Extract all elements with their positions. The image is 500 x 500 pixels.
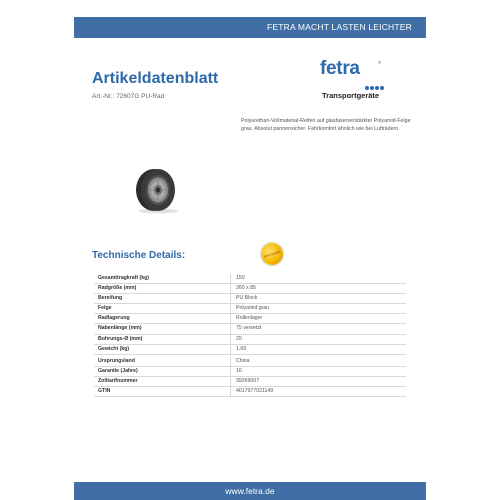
table-row: Gesamttragkraft (kg) 150 — [94, 274, 406, 284]
datasheet-page — [74, 0, 426, 500]
quality-badge-icon — [258, 240, 286, 268]
table-row: Garantie (Jahre) 10 — [94, 367, 406, 377]
table-row: Bohrungs-Ø (mm) 25 — [94, 335, 406, 345]
logo-registered: ® — [378, 60, 381, 65]
wheel-icon — [132, 166, 182, 214]
table-row: GTIN 4017977021149 — [94, 387, 406, 397]
footer-bar — [74, 482, 426, 500]
table-row: Nabenlänge (mm) 75 versetzt — [94, 324, 406, 334]
header-slogan: FETRA MACHT LASTEN LEICHTER — [266, 22, 412, 32]
quality-badge-label: fetra Qualität — [263, 249, 281, 259]
page-title: Artikeldatenblatt — [92, 70, 219, 87]
logo-word: fetra — [320, 58, 360, 79]
table-row: Radgröße (mm) 260 x 85 — [94, 284, 406, 294]
footer-url[interactable]: www.fetra.de — [225, 486, 275, 496]
table-row: Gewicht (kg) 1,69 — [94, 345, 406, 355]
table-row: Bereifung PU Block — [94, 294, 406, 304]
header-bar — [74, 17, 426, 38]
table-row: Radlagerung Rollenlager — [94, 314, 406, 324]
table-row: Zolltarifnummer 39269097 — [94, 377, 406, 387]
table-row: Felge Polyamid grau — [94, 304, 406, 314]
product-description: Polyurethan-Vollmaterial-Reifen auf glasfaserverstärkter Polyamid-Felge grau. Absolut pannensicher. Fahrkomfort ähnlich wie bei Lufträdern. — [241, 118, 411, 132]
article-number: Art.-Nr.: 72607G PU-Rad — [92, 93, 165, 100]
table-row: Ursprungsland China — [94, 357, 406, 367]
spec-table — [94, 274, 406, 397]
logo-subtitle: Transportgeräte — [322, 91, 380, 100]
technical-details-heading: Technische Details: — [92, 250, 186, 261]
